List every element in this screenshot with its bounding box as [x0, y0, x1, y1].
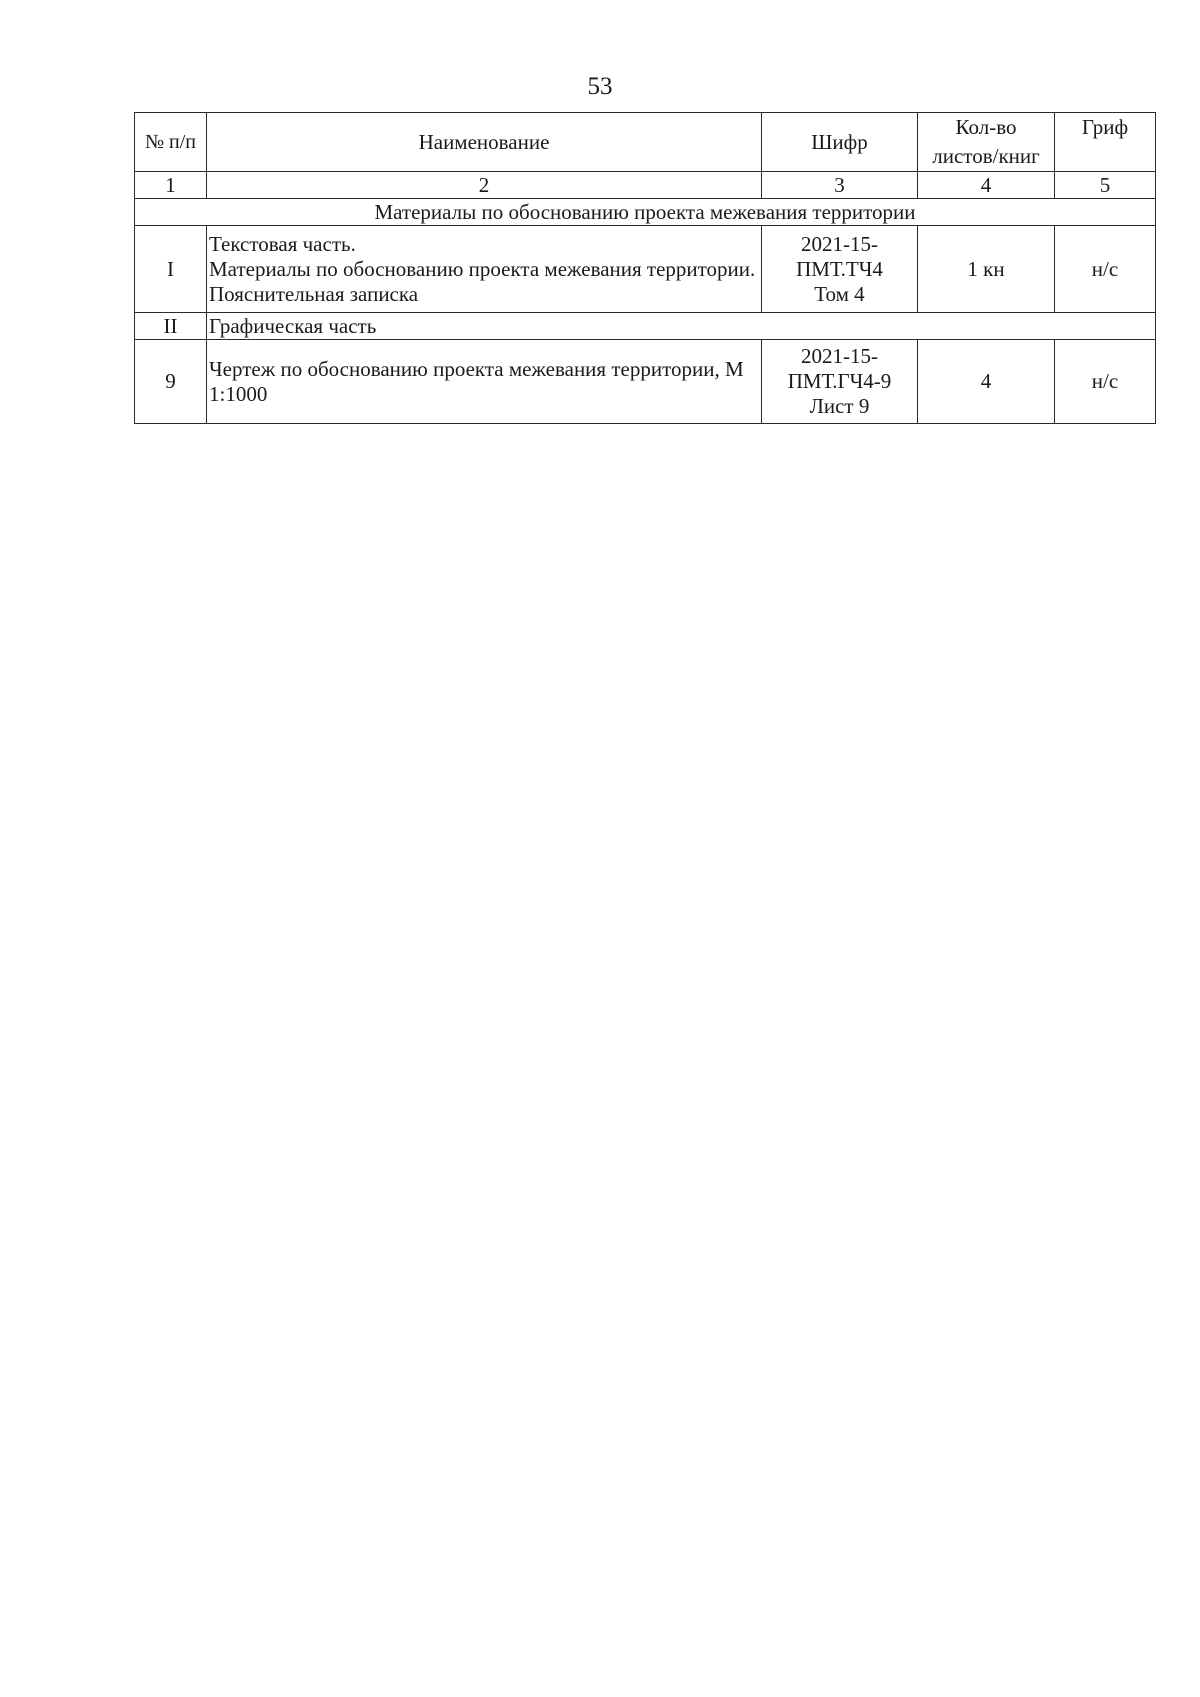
group-row [135, 313, 1156, 340]
column-index: 1 [135, 172, 207, 199]
header-code: Шифр [762, 113, 918, 172]
column-index: 4 [918, 172, 1055, 199]
header-grif: Гриф [1055, 113, 1156, 172]
section-title: Материалы по обоснованию проекта межевания территории [135, 199, 1156, 226]
header-name: Наименование [207, 113, 762, 172]
column-index: 5 [1055, 172, 1156, 199]
row-num: 9 [135, 340, 207, 424]
group-title: Графическая часть [207, 313, 1156, 340]
row-grif: н/с [1055, 340, 1156, 424]
table-row [135, 226, 1156, 313]
column-index-row [135, 172, 1156, 199]
header-qty: Кол-во листов/книг [918, 113, 1055, 172]
column-index: 2 [207, 172, 762, 199]
column-index: 3 [762, 172, 918, 199]
row-name: Чертеж по обоснованию проекта межевания территории, М 1:1000 [207, 340, 762, 424]
row-qty: 1 кн [918, 226, 1055, 313]
group-num: II [135, 313, 207, 340]
row-code: 2021-15- ПМТ.ГЧ4-9 Лист 9 [762, 340, 918, 424]
table-row [135, 340, 1156, 424]
row-num: I [135, 226, 207, 313]
section-title-row [135, 199, 1156, 226]
table-header-row [135, 113, 1156, 172]
header-num: № п/п [135, 113, 207, 172]
row-code: 2021-15- ПМТ.ТЧ4 Том 4 [762, 226, 918, 313]
row-qty: 4 [918, 340, 1055, 424]
row-name: Текстовая часть. Материалы по обоснованию проекта межевания территории. Пояснительная записка [207, 226, 762, 313]
row-grif: н/с [1055, 226, 1156, 313]
page-number: 53 [587, 73, 613, 100]
documents-table [134, 112, 1156, 424]
